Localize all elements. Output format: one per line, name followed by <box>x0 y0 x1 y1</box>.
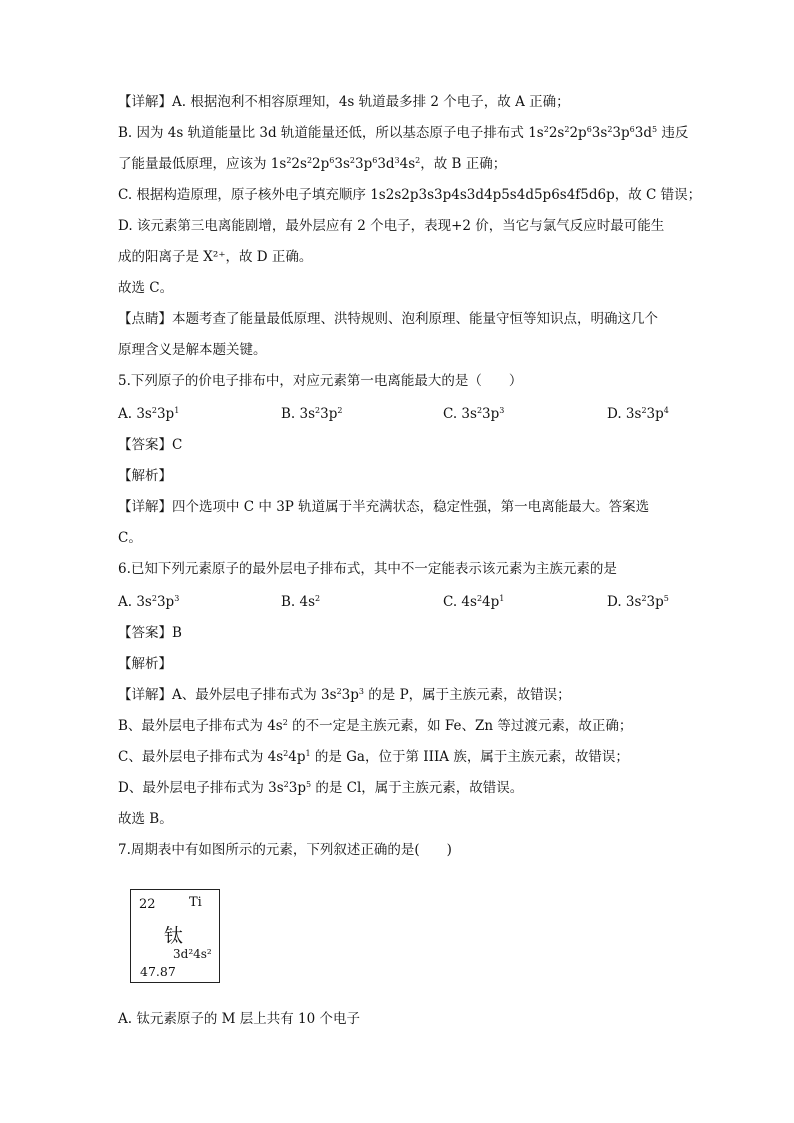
answer-6: 【答案】B <box>118 625 182 641</box>
analysis-5-detail-cont: C。 <box>118 530 142 546</box>
q5-option-a: A. $3s^23p^1$ <box>118 406 180 422</box>
element-symbol: Ti <box>189 895 202 910</box>
q5-option-c: C. $3s^23p^3$ <box>443 406 505 422</box>
analysis-6-a: 【详解】A、最外层电子排布式为 $3s^23p^3$ 的是 P，属于主族元素，故错误； <box>118 687 571 703</box>
highlight-note-cont: 原理含义是解本题关键。 <box>118 342 267 358</box>
atomic-number: 22 <box>139 897 156 912</box>
q6-option-d: D. $3s^23p^5$ <box>607 594 669 610</box>
q6-option-a: A. $3s^23p^3$ <box>118 594 180 610</box>
explanation-line-c: C. 根据构造原理，原子核外电子填充顺序 1s2s2p3s3p4s3d4p5s4d5p6s4f5d6p，故 C 错误； <box>118 187 702 203</box>
q6-option-c: C. $4s^24p^1$ <box>443 594 505 610</box>
analysis-6-b: B、最外层电子排布式为 $4s^2$ 的不一定是主族元素，如 Fe、Zn 等过渡元素，故正确； <box>118 718 633 734</box>
element-name: 钛 <box>164 925 184 947</box>
explanation-line-a: 【详解】A. 根据泡利不相容原理知，4s 轨道最多排 2 个电子，故 A 正确； <box>118 94 570 110</box>
explanation-line-b: B. 因为 4s 轨道能量比 3d 轨道能量还低，所以基态原子电子排布式 $1s^22s^22p^63s^23p^63d^5$ 违反 <box>118 125 689 141</box>
analysis-5-detail: 【详解】四个选项中 C 中 3P 轨道属于半充满状态，稳定性强，第一电离能最大。答案选 <box>118 499 650 515</box>
conclusion-4: 故选 C。 <box>118 280 174 296</box>
analysis-5-heading: 【解析】 <box>118 468 172 484</box>
q5-option-b: B. $3s^23p^2$ <box>281 406 343 422</box>
analysis-6-c: C、最外层电子排布式为 $4s^24p^1$ 的是 Ga，位于第 IIIA 族，属于主族元素，故错误； <box>118 749 629 765</box>
q7-option-a: A. 钛元素原子的 M 层上共有 10 个电子 <box>118 1011 360 1027</box>
q6-option-b: B. $4s^2$ <box>281 594 321 610</box>
explanation-line-d: D. 该元素第三电离能剧增，最外层应有 2 个电子，表现+2 价，当它与氯气反应时最可能生 <box>118 218 665 234</box>
periodic-element-tile <box>130 889 220 983</box>
explanation-line-b-cont: 了能量最低原理，应该为 $1s^22s^22p^63s^23p^63d^34s^2$，故 B 正确； <box>118 156 507 172</box>
analysis-6-d: D、最外层电子排布式为 $3s^23p^5$ 的是 Cl，属于主族元素，故错误。 <box>118 780 524 796</box>
answer-5: 【答案】C <box>118 437 183 453</box>
question-5: 5.下列原子的价电子排布中，对应元素第一电离能最大的是（ ） <box>118 373 523 389</box>
atomic-mass: 47.87 <box>140 964 176 979</box>
analysis-6-heading: 【解析】 <box>118 656 172 672</box>
conclusion-6: 故选 B。 <box>118 811 173 827</box>
question-6: 6.已知下列元素原子的最外层电子排布式，其中不一定能表示该元素为主族元素的是 <box>118 561 617 577</box>
q5-option-d: D. $3s^23p^4$ <box>607 406 669 422</box>
highlight-note: 【点睛】本题考查了能量最低原理、洪特规则、泡利原理、能量守恒等知识点，明确这几个 <box>118 311 658 327</box>
question-7: 7.周期表中有如图所示的元素，下列叙述正确的是( ) <box>118 842 452 858</box>
electron-configuration: 3d²4s² <box>173 947 212 961</box>
explanation-line-d-cont: 成的阳离子是 X²⁺，故 D 正确。 <box>118 249 313 265</box>
